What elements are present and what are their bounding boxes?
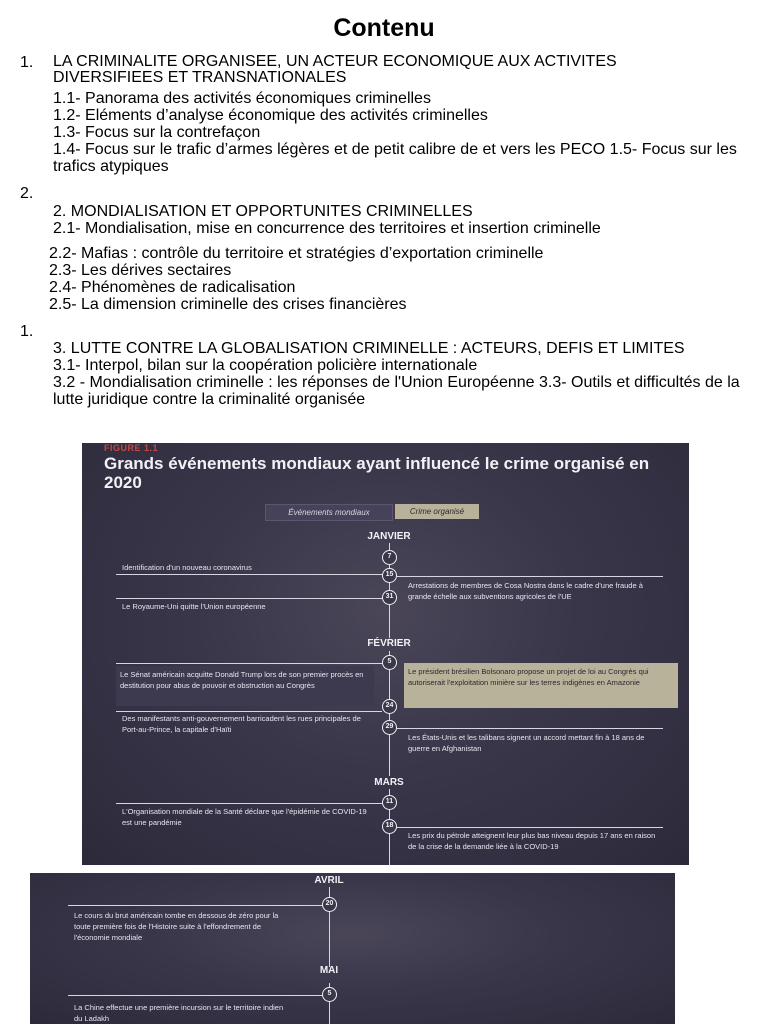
figure-label: FIGURE 1.1 bbox=[104, 443, 159, 453]
toc-item bbox=[53, 141, 743, 175]
figure-title: Grands événements mondiaux ayant influencé le crime organisé en 2020 bbox=[104, 454, 650, 492]
event-connector bbox=[68, 995, 322, 996]
timeline-figure bbox=[82, 443, 689, 865]
event-connector bbox=[397, 827, 663, 828]
event-connector bbox=[397, 728, 663, 729]
toc-item-text: 1.4- Focus sur le trafic d’armes légères et de petit calibre de et vers les PECO 1.5- Focus sur les trafics atypiques bbox=[53, 141, 737, 175]
crime-event: Arrestations de membres de Cosa Nostra dans le cadre d'une fraude à grande échelle aux subventions agricoles de l'UE bbox=[408, 581, 643, 601]
day-marker: 15 bbox=[382, 568, 397, 583]
world-event: La Chine effectue une première incursion sur le territoire indien du Ladakh bbox=[74, 1003, 284, 1023]
day-marker: 18 bbox=[382, 819, 397, 834]
day-marker: 7 bbox=[382, 550, 397, 565]
section-heading: LA CRIMINALITE ORGANISEE, UN ACTEUR ECONOMIQUE AUX ACTIVITES DIVERSIFIEES ET TRANSNATIONALES bbox=[53, 53, 617, 86]
day-marker: 20 bbox=[322, 897, 337, 912]
section-number: 2. bbox=[20, 185, 34, 202]
crime-event: Le président brésilien Bolsonaro propose un projet de loi au Congrès qui autoriserait l'exploitation minière sur les terres indigènes en Amazonie bbox=[404, 663, 678, 708]
toc-item: 3.2 - Mondialisation criminelle : les réponses de l'Union Européenne 3.3- Outils et difficultés de la lutte juridique contre la criminalité organisée bbox=[53, 374, 740, 408]
day-marker: 29 bbox=[382, 720, 397, 735]
event-connector bbox=[116, 711, 382, 712]
day-marker: 31 bbox=[382, 590, 397, 605]
page-title: Contenu bbox=[333, 14, 435, 42]
toc-item: 3.1- Interpol, bilan sur la coopération policière internationale bbox=[53, 357, 478, 374]
month-label: AVRIL bbox=[314, 875, 344, 886]
world-event: Le Sénat américain acquitte Donald Trump lors de son premier procès en destitution pour abus de pouvoir et obstruction au Congrès bbox=[116, 666, 374, 706]
world-event: Le Royaume-Uni quitte l'Union européenne bbox=[122, 602, 266, 611]
event-connector bbox=[116, 574, 382, 575]
toc-item: 1.2- Eléments d’analyse économique des activités criminelles bbox=[53, 107, 488, 124]
event-connector bbox=[116, 598, 382, 599]
legend-world-events: Événements mondiaux bbox=[265, 504, 393, 521]
event-connector bbox=[68, 905, 322, 906]
timeline-figure-continued bbox=[30, 873, 675, 1024]
event-connector bbox=[116, 663, 382, 664]
section-number: 1. bbox=[20, 323, 34, 340]
toc-item: 2.4- Phénomènes de radicalisation bbox=[49, 279, 296, 296]
legend-organized-crime: Crime organisé bbox=[395, 504, 479, 519]
toc-item: 2.3- Les dérives sectaires bbox=[49, 262, 232, 279]
event-connector bbox=[116, 803, 382, 804]
toc-item: 2.1- Mondialisation, mise en concurrence des territoires et insertion criminelle bbox=[53, 220, 601, 237]
toc-item: 1.3- Focus sur la contrefaçon bbox=[53, 124, 261, 141]
world-event: Le cours du brut américain tombe en dessous de zéro pour la toute première fois de l'Histoire suite à l'effondrement de l'économie mondiale bbox=[74, 911, 279, 942]
month-label: MARS bbox=[374, 777, 404, 788]
month-label: JANVIER bbox=[367, 531, 411, 542]
day-marker: 24 bbox=[382, 699, 397, 714]
day-marker: 5 bbox=[382, 655, 397, 670]
world-event: L'Organisation mondiale de la Santé déclare que l'épidémie de COVID-19 est une pandémie bbox=[122, 807, 367, 827]
section-heading: 3. LUTTE CONTRE LA GLOBALISATION CRIMINELLE : ACTEURS, DEFIS ET LIMITES bbox=[53, 340, 685, 357]
world-event: Les États-Unis et les talibans signent un accord mettant fin à 18 ans de guerre en Afghanistan bbox=[408, 733, 645, 753]
toc-item: 2.2- Mafias : contrôle du territoire et stratégies d’exportation criminelle bbox=[49, 245, 544, 262]
month-label: MAI bbox=[319, 965, 339, 976]
toc-item: 2.5- La dimension criminelle des crises financières bbox=[49, 296, 407, 313]
month-label: FÉVRIER bbox=[367, 638, 411, 649]
world-event: Les prix du pétrole atteignent leur plus bas niveau depuis 17 ans en raison de la crise de la demande liée à la COVID-19 bbox=[408, 831, 656, 851]
day-marker: 11 bbox=[382, 795, 397, 810]
event-connector bbox=[397, 576, 663, 577]
world-event: Des manifestants anti-gouvernement barricadent les rues principales de Port-au-Prince, la capitale d'Haïti bbox=[122, 714, 361, 734]
section-number: 1. bbox=[20, 54, 34, 71]
toc-item: 1.1- Panorama des activités économiques criminelles bbox=[53, 90, 431, 107]
day-marker: 5 bbox=[322, 987, 337, 1002]
world-event: Identification d'un nouveau coronavirus bbox=[122, 563, 252, 572]
section-heading: 2. MONDIALISATION ET OPPORTUNITES CRIMINELLES bbox=[53, 203, 473, 220]
